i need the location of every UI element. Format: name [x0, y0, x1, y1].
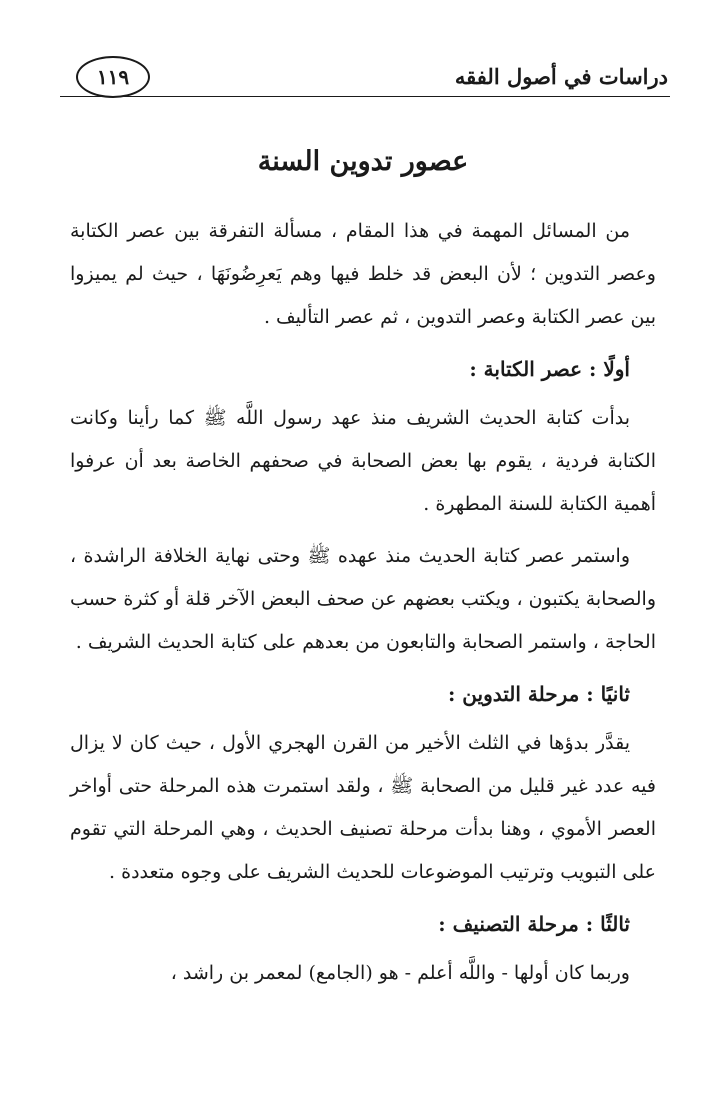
section-heading-writing-era: أولًا : عصر الكتابة : [469, 357, 630, 381]
writing-era-paragraph-1: بدأت كتابة الحديث الشريف منذ عهد رسول اللَّه ﷺ كما رأينا وكانت الكتابة فردية ، يقوم بها بعض الصحابة في صحفهم الخاصة بعد أن عرفوا أهمية الكتابة للسنة المطهرة . [70, 407, 656, 515]
intro-paragraph: من المسائل المهمة في هذا المقام ، مسألة التفرقة بين عصر الكتابة وعصر التدوين ؛ لأن البعض قد خلط فيها وهم يَعرِضُونَهَا ، حيث لم يميزوا بين عصر الكتابة وعصر التدوين ، ثم عصر التأليف . [70, 220, 656, 328]
codification-stage-paragraph: يقدَّر بدؤها في الثلث الأخير من القرن الهجري الأول ، حيث كان لا يزال فيه عدد غير قليل من الصحابة ﷺ ، ولقد استمرت هذه المرحلة حتى أواخر العصر الأموي ، وهنا بدأت مرحلة تصنيف الحديث ، وهي المرحلة التي تقوم على التبويب وترتيب الموضوعات للحديث الشريف على وجوه متعددة . [70, 732, 656, 883]
writing-era-paragraph-2: واستمر عصر كتابة الحديث منذ عهده ﷺ وحتى نهاية الخلافة الراشدة ، والصحابة يكتبون ، ويكتب بعضهم عن صحف البعض الآخر قلة أو كثرة حسب الحاجة ، واستمر الصحابة والتابعون من بعدهم على كتابة الحديث الشريف . [70, 545, 656, 653]
header-rule [60, 96, 670, 97]
section-heading-codification-stage: ثانيًا : مرحلة التدوين : [447, 682, 630, 706]
classification-stage-paragraph: وربما كان أولها - واللَّه أعلم - هو (الجامع) لمعمر بن راشد ، [170, 962, 630, 984]
body-text [70, 210, 656, 1004]
section-heading-classification-stage: ثالثًا : مرحلة التصنيف : [438, 912, 630, 936]
page-number: ١١٩ [76, 56, 150, 98]
chapter-title: عصور تدوين السنة [257, 146, 469, 177]
running-header-title: دراسات في أصول الفقه [454, 64, 668, 89]
